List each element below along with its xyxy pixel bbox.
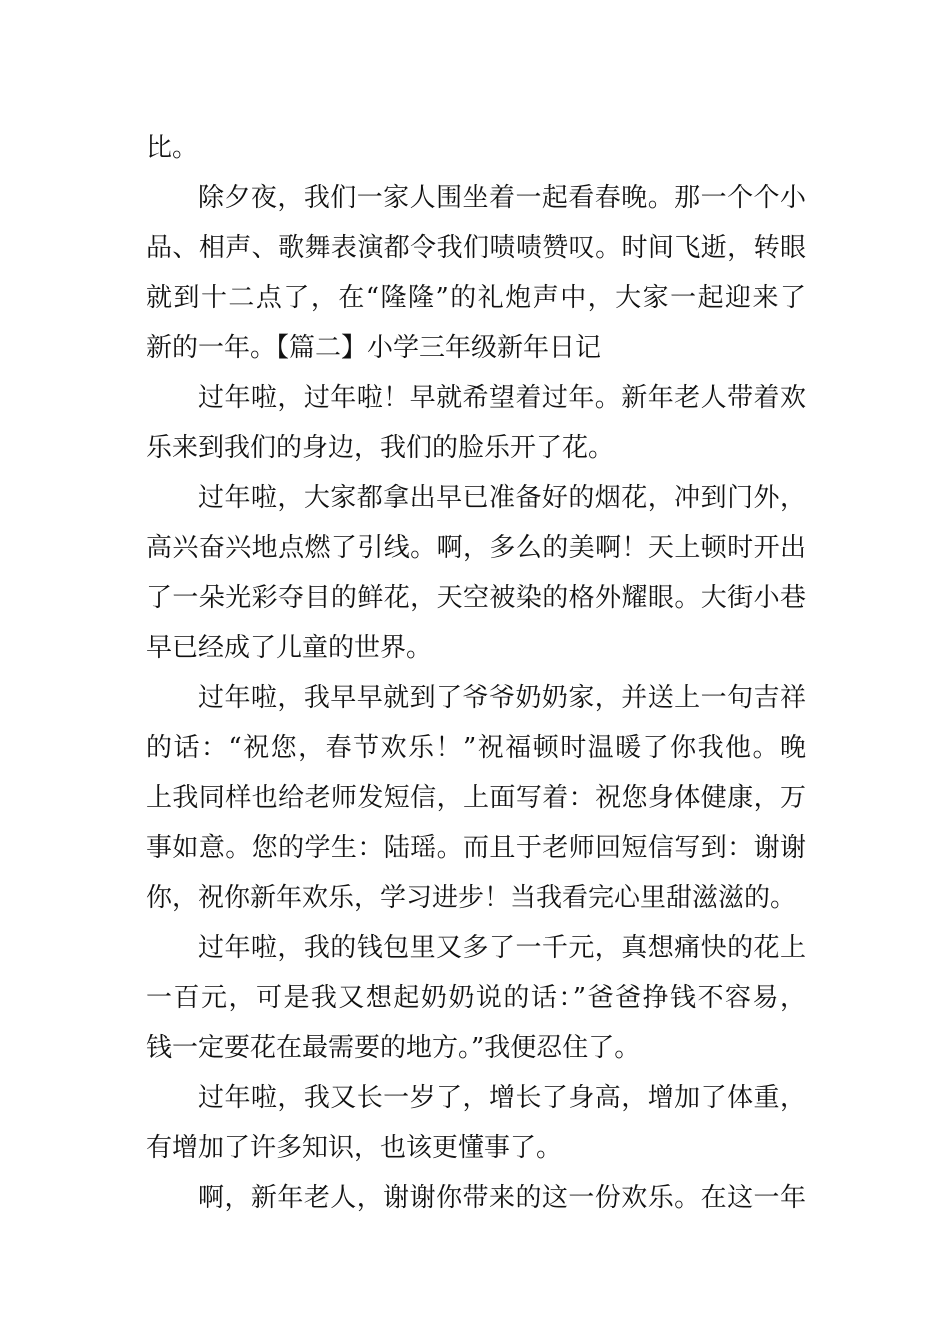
text-line: 品、相声、歌舞表演都令我们啧啧赞叹。时间飞逝，转眼 (146, 233, 806, 263)
text-line: 新的一年。【篇二】小学三年级新年日记 (146, 333, 602, 363)
text-line: 钱一定要花在最需要的地方。”我便忍住了。 (146, 1033, 641, 1063)
paragraph-first-line: 过年啦，过年啦！早就希望着过年。新年老人带着欢 (198, 383, 806, 413)
paragraph-first-line: 过年啦，我的钱包里又多了一千元，真想痛快的花上 (198, 933, 806, 963)
text-line: 一百元，可是我又想起奶奶说的话：”爸爸挣钱不容易， (146, 983, 806, 1013)
paragraph-first-line: 过年啦，我又长一岁了，增长了身高，增加了体重， (198, 1083, 806, 1113)
text-line: 就到十二点了，在“隆隆”的礼炮声中，大家一起迎来了 (146, 283, 806, 313)
text-line: 早已经成了儿童的世界。 (146, 633, 433, 663)
paragraph-first-line: 除夕夜，我们一家人围坐着一起看春晚。那一个个小 (198, 183, 806, 213)
text-line: 有增加了许多知识，也该更懂事了。 (146, 1133, 563, 1163)
text-line: 了一朵光彩夺目的鲜花，天空被染的格外耀眼。大街小巷 (146, 583, 806, 613)
text-line: 上我同样也给老师发短信，上面写着：祝您身体健康，万 (146, 783, 806, 813)
paragraph-first-line: 过年啦，大家都拿出早已准备好的烟花，冲到门外， (198, 483, 806, 513)
document-body (146, 123, 806, 1223)
paragraph-first-line: 啊，新年老人，谢谢你带来的这一份欢乐。在这一年 (198, 1183, 806, 1213)
text-line: 高兴奋兴地点燃了引线。啊，多么的美啊！天上顿时开出 (146, 533, 806, 563)
paragraph-first-line: 过年啦，我早早就到了爷爷奶奶家，并送上一句吉祥 (198, 683, 806, 713)
text-line: 事如意。您的学生：陆瑶。而且于老师回短信写到：谢谢 (146, 833, 806, 863)
text-line: 乐来到我们的身边，我们的脸乐开了花。 (146, 433, 615, 463)
text-line: 比。 (146, 133, 199, 163)
text-line: 的话：“祝您，春节欢乐！”祝福顿时温暖了你我他。晚 (146, 733, 806, 763)
text-line: 你，祝你新年欢乐，学习进步！当我看完心里甜滋滋的。 (146, 883, 797, 913)
